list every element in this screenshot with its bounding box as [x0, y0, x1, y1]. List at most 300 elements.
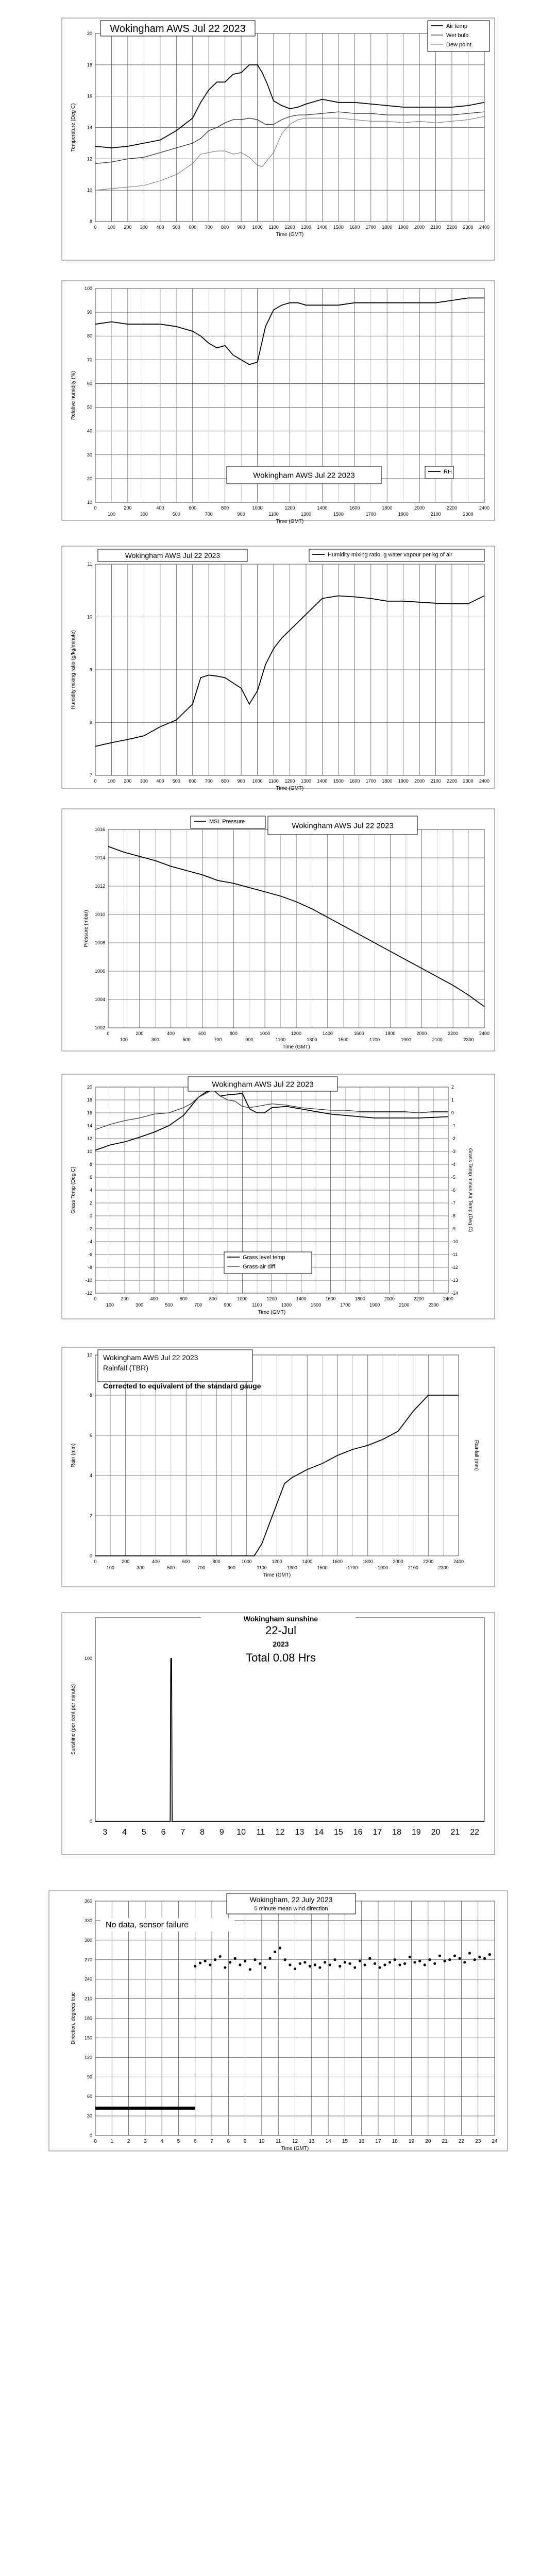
wind-y-tick-label: 270	[84, 1957, 92, 1962]
rain-x-tick-label: 2000	[393, 1559, 403, 1564]
temp-x-tick-label: 2200	[447, 225, 458, 230]
sun-date: 22-Jul	[265, 1624, 296, 1637]
wind-point	[353, 1966, 356, 1969]
wind-point	[303, 1961, 306, 1963]
wind-x-tick-label: 19	[408, 2139, 415, 2144]
temp-x-tick-label: 0	[94, 225, 97, 230]
hmr-x-tick-label: 2200	[447, 778, 458, 784]
wind-point	[428, 1958, 431, 1961]
temp-y-tick-label: 20	[87, 31, 92, 36]
wind-point	[314, 1963, 316, 1966]
wind-point	[453, 1955, 456, 1957]
temp-title: Wokingham AWS Jul 22 2023	[110, 23, 246, 35]
wind-point	[268, 1957, 271, 1960]
wind-point	[279, 1946, 281, 1949]
rh-y-axis-label: Relative humidity (%)	[71, 371, 76, 420]
temp-x-tick-label: 700	[205, 225, 213, 230]
mslp-x-tick-label: 700	[214, 1037, 222, 1042]
sun-x-tick-label: 3	[103, 1828, 108, 1837]
grass-x-tick-label: 2400	[443, 1296, 454, 1301]
sun-title: Wokingham sunshine	[243, 1615, 318, 1623]
sun-y-tick-label: 0	[89, 1819, 92, 1824]
mslp-x-tick-label: 2000	[416, 1031, 427, 1036]
grass-y2-tick-label: -1	[451, 1123, 456, 1128]
mslp-x-tick-label: 2100	[432, 1037, 443, 1042]
mslp-title: Wokingham AWS Jul 22 2023	[292, 821, 394, 831]
temp-x-tick-label: 500	[172, 225, 180, 230]
rh-x-tick-label: 100	[107, 512, 115, 517]
temp-y-tick-label: 12	[87, 156, 92, 162]
mslp-x-tick-label: 100	[120, 1037, 128, 1042]
grass-x-tick-label: 0	[94, 1296, 97, 1301]
temp-x-tick-label: 1200	[284, 225, 295, 230]
grass-x-tick-label: 1500	[311, 1302, 322, 1308]
hmr-x-tick-label: 1200	[284, 778, 295, 784]
wind-x-tick-label: 21	[442, 2139, 448, 2144]
hmr-title: Wokingham AWS Jul 22 2023	[125, 551, 221, 560]
rain-x-tick-label: 100	[106, 1565, 114, 1570]
wind-y-tick-label: 90	[87, 2074, 92, 2080]
wind-point	[333, 1958, 336, 1961]
wind-point	[234, 1957, 236, 1960]
grass-x-axis-label: Time (GMT)	[258, 1310, 286, 1315]
wind-point	[344, 1961, 346, 1963]
hmr-x-tick-label: 2100	[430, 778, 441, 784]
grass-y2-tick-label: -4	[451, 1162, 456, 1167]
wind-x-tick-label: 4	[160, 2139, 163, 2144]
wind-x-tick-label: 11	[276, 2139, 281, 2144]
sun-x-tick-label: 19	[411, 1828, 421, 1837]
grass-y2-tick-label: -8	[451, 1213, 456, 1218]
sun-x-tick-label: 17	[373, 1828, 382, 1837]
rh-x-tick-label: 800	[221, 505, 229, 511]
temp-x-tick-label: 300	[140, 225, 148, 230]
rh-y-tick-label: 30	[87, 452, 92, 457]
hmr-chart	[62, 546, 495, 791]
rh-y-tick-label: 80	[87, 333, 92, 339]
grass-y2-tick-label: -5	[451, 1175, 456, 1180]
rain-x-tick-label: 1600	[332, 1559, 343, 1564]
wind-point	[289, 1963, 291, 1966]
wind-x-tick-label: 10	[259, 2139, 265, 2144]
rh-x-tick-label: 2100	[430, 512, 441, 517]
rain-x-tick-label: 200	[122, 1559, 130, 1564]
sun-x-tick-label: 22	[470, 1828, 480, 1837]
wind-x-tick-label: 3	[144, 2139, 147, 2144]
grass-legend-label: Grass-air diff	[243, 1264, 275, 1270]
mslp-y-tick-label: 1006	[94, 969, 105, 974]
rain-x-tick-label: 1900	[378, 1565, 388, 1570]
rh-x-tick-label: 2300	[463, 512, 474, 517]
mslp-y-tick-label: 1016	[94, 827, 105, 832]
wind-chart	[49, 1891, 508, 2151]
hmr-x-tick-label: 300	[140, 778, 148, 784]
rain-x-tick-label: 1300	[286, 1565, 297, 1570]
rain-y-tick-label: 10	[87, 1352, 92, 1358]
hmr-x-tick-label: 600	[189, 778, 197, 784]
grass-y2-tick-label: -6	[451, 1188, 456, 1193]
hmr-y-tick-label: 9	[89, 667, 92, 672]
hmr-y-tick-label: 10	[87, 614, 92, 620]
wind-point	[224, 1966, 226, 1969]
rh-x-tick-label: 200	[124, 505, 132, 511]
temp-x-tick-label: 2100	[430, 225, 441, 230]
wind-point	[359, 1960, 361, 1962]
wind-point	[418, 1960, 421, 1962]
mslp-y-tick-label: 1014	[94, 855, 105, 860]
temp-x-tick-label: 1900	[398, 225, 409, 230]
wind-point	[264, 1966, 266, 1969]
hmr-x-tick-label: 700	[205, 778, 213, 784]
rain-x-tick-label: 300	[137, 1565, 145, 1570]
mslp-x-tick-label: 1700	[369, 1037, 380, 1042]
temp-x-tick-label: 1800	[382, 225, 393, 230]
wind-y-tick-label: 0	[89, 2133, 92, 2138]
grass-x-tick-label: 400	[150, 1296, 158, 1301]
grass-x-tick-label: 1100	[252, 1302, 262, 1308]
hmr-x-tick-label: 1900	[398, 778, 409, 784]
hmr-x-tick-label: 400	[156, 778, 164, 784]
wind-point	[199, 1961, 201, 1964]
hmr-x-tick-label: 1400	[317, 778, 328, 784]
hmr-x-tick-label: 1000	[252, 778, 263, 784]
temp-x-tick-label: 1600	[349, 225, 360, 230]
rain-y-tick-label: 4	[89, 1473, 92, 1478]
sun-x-tick-label: 10	[236, 1828, 246, 1837]
hmr-x-tick-label: 2300	[463, 778, 474, 784]
wind-point	[444, 1960, 446, 1962]
wind-point	[324, 1961, 326, 1963]
grass-y2-axis-label: Grass Temp minus Air Temp (Deg C)	[467, 1148, 473, 1232]
temp-legend-label: Dew point	[446, 42, 471, 48]
temp-x-tick-label: 200	[124, 225, 132, 230]
grass-x-tick-label: 1000	[237, 1296, 248, 1301]
temp-x-tick-label: 1100	[268, 225, 279, 230]
temp-legend-label: Wet bulb	[446, 32, 469, 39]
wind-x-tick-label: 1	[110, 2139, 114, 2144]
wind-x-tick-label: 20	[425, 2139, 431, 2144]
mslp-x-tick-label: 0	[107, 1031, 110, 1036]
hmr-x-tick-label: 200	[124, 778, 132, 784]
grass-y2-tick-label: -14	[451, 1291, 459, 1296]
wind-y-tick-label: 240	[84, 1976, 92, 1982]
rh-y-tick-label: 60	[87, 381, 92, 386]
grass-y2-tick-label: -3	[451, 1149, 456, 1154]
rh-x-tick-label: 1000	[252, 505, 263, 511]
temp-x-tick-label: 1700	[365, 225, 376, 230]
grass-y-tick-label: -6	[88, 1252, 92, 1257]
rh-x-tick-label: 400	[156, 505, 164, 511]
wind-point	[448, 1958, 451, 1961]
grass-y-tick-label: 4	[89, 1188, 92, 1193]
temp-x-tick-label: 1000	[252, 225, 263, 230]
wind-point	[433, 1962, 436, 1965]
rh-y-tick-label: 40	[87, 428, 92, 434]
rain-x-tick-label: 2200	[423, 1559, 434, 1564]
rh-y-tick-label: 50	[87, 404, 92, 410]
wind-point	[299, 1962, 301, 1965]
rain-x-tick-label: 600	[182, 1559, 190, 1564]
grass-x-tick-label: 700	[194, 1302, 202, 1308]
grass-y-axis-label: Grass Temp (Deg C)	[71, 1166, 76, 1214]
rh-y-tick-label: 70	[87, 357, 92, 363]
mslp-x-tick-label: 900	[245, 1037, 253, 1042]
rain-x-tick-label: 400	[151, 1559, 160, 1564]
wind-point	[219, 1955, 222, 1958]
wind-point	[438, 1955, 441, 1957]
rh-x-tick-label: 900	[237, 512, 245, 517]
sun-x-tick-label: 13	[295, 1828, 305, 1837]
grass-title: Wokingham AWS Jul 22 2023	[212, 1080, 314, 1089]
wind-x-tick-label: 2	[127, 2139, 130, 2144]
rh-x-tick-label: 2000	[414, 505, 425, 511]
rain-x-tick-label: 700	[197, 1565, 206, 1570]
temp-x-tick-label: 1300	[300, 225, 311, 230]
wind-x-tick-label: 5	[177, 2139, 180, 2144]
rh-x-tick-label: 1200	[284, 505, 295, 511]
grass-y-tick-label: 6	[89, 1175, 92, 1180]
rh-x-tick-label: 600	[189, 505, 197, 511]
wind-subtitle: 5 minute mean wind direction	[254, 1906, 328, 1912]
sun-x-tick-label: 16	[353, 1828, 363, 1837]
rh-x-tick-label: 1900	[398, 512, 409, 517]
mslp-x-tick-label: 600	[198, 1031, 207, 1036]
grass-x-tick-label: 800	[209, 1296, 217, 1301]
rain-y-tick-label: 0	[89, 1553, 92, 1558]
wind-point	[339, 1965, 341, 1968]
grass-x-tick-label: 1400	[296, 1296, 307, 1301]
mslp-x-tick-label: 2200	[448, 1031, 459, 1036]
wind-point	[249, 1968, 251, 1971]
rain-chart	[62, 1347, 495, 1587]
hmr-x-tick-label: 1300	[300, 778, 311, 784]
hmr-x-tick-label: 100	[107, 778, 115, 784]
grass-y-tick-label: -8	[88, 1265, 92, 1270]
temp-x-axis-label: Time (GMT)	[276, 232, 304, 238]
rh-legend-label: RH	[444, 469, 452, 475]
mslp-x-tick-label: 300	[151, 1037, 159, 1042]
temp-x-tick-label: 600	[189, 225, 197, 230]
mslp-y-tick-label: 1008	[94, 940, 105, 945]
wind-x-tick-label: 22	[458, 2139, 464, 2144]
sun-x-tick-label: 12	[275, 1828, 285, 1837]
mslp-x-tick-label: 2400	[479, 1031, 490, 1036]
rain-x-tick-label: 800	[212, 1559, 221, 1564]
temp-y-tick-label: 10	[87, 188, 92, 193]
hmr-x-tick-label: 1700	[365, 778, 376, 784]
rh-y-tick-label: 20	[87, 476, 92, 481]
sun-x-tick-label: 4	[122, 1828, 127, 1837]
grass-x-tick-label: 100	[106, 1302, 114, 1308]
hmr-x-tick-label: 1600	[349, 778, 360, 784]
wind-y-axis-label: Direction, degrees true	[71, 1992, 76, 2045]
temp-x-tick-label: 800	[221, 225, 229, 230]
mslp-legend-label: MSL Pressure	[209, 819, 245, 825]
rh-x-tick-label: 0	[94, 505, 97, 511]
grass-y-tick-label: -4	[88, 1239, 92, 1244]
rain-y-tick-label: 6	[89, 1433, 92, 1438]
rain-x-tick-label: 1800	[362, 1559, 373, 1564]
wind-point	[463, 1961, 466, 1963]
sun-total: Total 0.08 Hrs	[246, 1651, 316, 1664]
rain-note: Corrected to equivalent of the standard gauge	[103, 1382, 261, 1390]
temp-legend-label: Air temp	[446, 23, 467, 29]
grass-y-tick-label: -10	[85, 1278, 92, 1283]
hmr-y-tick-label: 8	[89, 720, 92, 725]
grass-x-tick-label: 200	[121, 1296, 129, 1301]
rain-y2-axis-label: Rainfall (mm)	[474, 1440, 479, 1471]
sun-x-tick-label: 11	[256, 1828, 265, 1837]
wind-point	[474, 1958, 476, 1961]
wind-x-tick-label: 17	[375, 2139, 381, 2144]
sun-x-tick-label: 14	[314, 1828, 324, 1837]
wind-point	[374, 1962, 376, 1965]
sun-chart	[62, 1613, 495, 1855]
wind-point	[244, 1960, 246, 1962]
grass-y-tick-label: -2	[88, 1226, 92, 1231]
mslp-x-tick-label: 2300	[463, 1037, 474, 1042]
grass-x-tick-label: 2300	[428, 1302, 439, 1308]
temp-x-tick-label: 2300	[463, 225, 474, 230]
wind-point	[209, 1963, 211, 1966]
grass-y2-tick-label: -7	[451, 1200, 456, 1206]
temp-x-tick-label: 2000	[414, 225, 425, 230]
temp-y-tick-label: 16	[87, 93, 92, 99]
sun-x-tick-label: 6	[161, 1828, 166, 1837]
mslp-y-axis-label: Pressure (mbar)	[83, 910, 89, 947]
mslp-x-tick-label: 800	[229, 1031, 238, 1036]
wind-point	[294, 1968, 296, 1970]
sun-x-tick-label: 8	[200, 1828, 205, 1837]
wind-point	[403, 1962, 406, 1965]
rh-y-tick-label: 100	[84, 286, 92, 291]
rh-y-tick-label: 90	[87, 310, 92, 315]
grass-y-tick-label: 16	[87, 1110, 92, 1115]
rh-x-tick-label: 1100	[268, 512, 279, 517]
wind-point	[364, 1963, 366, 1966]
grass-y2-tick-label: -12	[451, 1265, 459, 1270]
temp-y-tick-label: 18	[87, 62, 92, 67]
sun-x-tick-label: 21	[450, 1828, 460, 1837]
wind-x-tick-label: 18	[392, 2139, 398, 2144]
wind-point	[409, 1956, 411, 1958]
grass-y2-tick-label: -10	[451, 1239, 459, 1244]
rain-subtitle: Rainfall (TBR)	[103, 1364, 148, 1372]
wind-point	[259, 1962, 261, 1965]
hmr-x-tick-label: 800	[221, 778, 229, 784]
mslp-y-tick-label: 1004	[94, 997, 105, 1002]
sun-y-tick-label: 100	[84, 1656, 92, 1661]
rain-title: Wokingham AWS Jul 22 2023	[103, 1353, 198, 1362]
wind-point	[398, 1963, 401, 1966]
rh-x-tick-label: 1300	[300, 512, 311, 517]
temp-x-tick-label: 400	[156, 225, 164, 230]
rh-x-tick-label: 500	[172, 512, 180, 517]
hmr-x-tick-label: 0	[94, 778, 97, 784]
rain-x-tick-label: 1700	[347, 1565, 358, 1570]
grass-x-tick-label: 2100	[399, 1302, 410, 1308]
rain-x-tick-label: 500	[167, 1565, 175, 1570]
wind-y-tick-label: 360	[84, 1899, 92, 1904]
wind-point	[204, 1960, 207, 1962]
wind-y-tick-label: 150	[84, 2035, 92, 2041]
wind-point	[274, 1951, 276, 1953]
grass-y-tick-label: 20	[87, 1084, 92, 1090]
wind-point	[379, 1966, 381, 1969]
hmr-x-tick-label: 900	[237, 778, 245, 784]
mslp-x-tick-label: 400	[167, 1031, 175, 1036]
temp-y-axis-label: Temperature (Deg C)	[71, 103, 76, 152]
rh-title: Wokingham AWS Jul 22 2023	[253, 471, 355, 480]
rain-x-tick-label: 1000	[241, 1559, 252, 1564]
wind-point	[478, 1956, 481, 1958]
mslp-y-tick-label: 1002	[94, 1025, 105, 1030]
hmr-x-tick-label: 1100	[268, 778, 279, 784]
rh-x-tick-label: 1700	[365, 512, 376, 517]
sun-x-tick-label: 15	[333, 1828, 343, 1837]
mslp-x-tick-label: 1000	[260, 1031, 270, 1036]
wind-y-tick-label: 210	[84, 1996, 92, 2002]
rain-x-tick-label: 2300	[438, 1565, 449, 1570]
wind-point	[329, 1963, 331, 1966]
temp-x-tick-label: 1400	[317, 225, 328, 230]
grass-x-tick-label: 600	[179, 1296, 188, 1301]
wind-x-tick-label: 8	[227, 2139, 230, 2144]
grass-x-tick-label: 1700	[340, 1302, 351, 1308]
rh-x-tick-label: 700	[205, 512, 213, 517]
temp-x-tick-label: 2400	[479, 225, 490, 230]
grass-y2-tick-label: -11	[451, 1252, 458, 1257]
grass-x-tick-label: 1800	[354, 1296, 365, 1301]
wind-x-axis-label: Time (GMT)	[281, 2146, 309, 2151]
grass-x-tick-label: 900	[224, 1302, 232, 1308]
rh-x-tick-label: 1500	[333, 512, 344, 517]
grass-x-tick-label: 1900	[369, 1302, 380, 1308]
wind-x-tick-label: 23	[475, 2139, 481, 2144]
wind-point	[239, 1963, 241, 1966]
grass-y-tick-label: 12	[87, 1136, 92, 1141]
wind-point	[229, 1961, 231, 1963]
rh-chart	[62, 281, 495, 524]
grass-y-tick-label: 2	[89, 1200, 92, 1206]
mslp-x-tick-label: 1900	[400, 1037, 411, 1042]
mslp-y-tick-label: 1012	[94, 884, 105, 889]
sun-x-tick-label: 18	[392, 1828, 402, 1837]
grass-chart	[62, 1074, 495, 1319]
grass-x-tick-label: 2000	[384, 1296, 395, 1301]
hmr-y-tick-label: 11	[87, 562, 92, 567]
wind-point	[368, 1957, 371, 1960]
mslp-x-tick-label: 1600	[353, 1031, 364, 1036]
sun-x-tick-label: 7	[180, 1828, 185, 1837]
grass-y2-tick-label: 1	[451, 1097, 454, 1103]
rain-x-tick-label: 900	[227, 1565, 235, 1570]
grass-y-tick-label: 18	[87, 1097, 92, 1103]
rain-x-axis-label: Time (GMT)	[263, 1572, 291, 1578]
rh-x-tick-label: 1800	[382, 505, 393, 511]
sun-x-tick-label: 9	[219, 1828, 224, 1837]
grass-x-tick-label: 500	[165, 1302, 173, 1308]
grass-y-tick-label: -12	[85, 1291, 92, 1296]
grass-x-tick-label: 2200	[413, 1296, 424, 1301]
wind-point	[253, 1958, 256, 1961]
wind-point	[388, 1961, 391, 1963]
hmr-x-tick-label: 500	[172, 778, 180, 784]
mslp-x-axis-label: Time (GMT)	[282, 1044, 310, 1050]
mslp-x-tick-label: 200	[136, 1031, 144, 1036]
rain-x-tick-label: 1500	[317, 1565, 328, 1570]
rh-x-tick-label: 1600	[349, 505, 360, 511]
